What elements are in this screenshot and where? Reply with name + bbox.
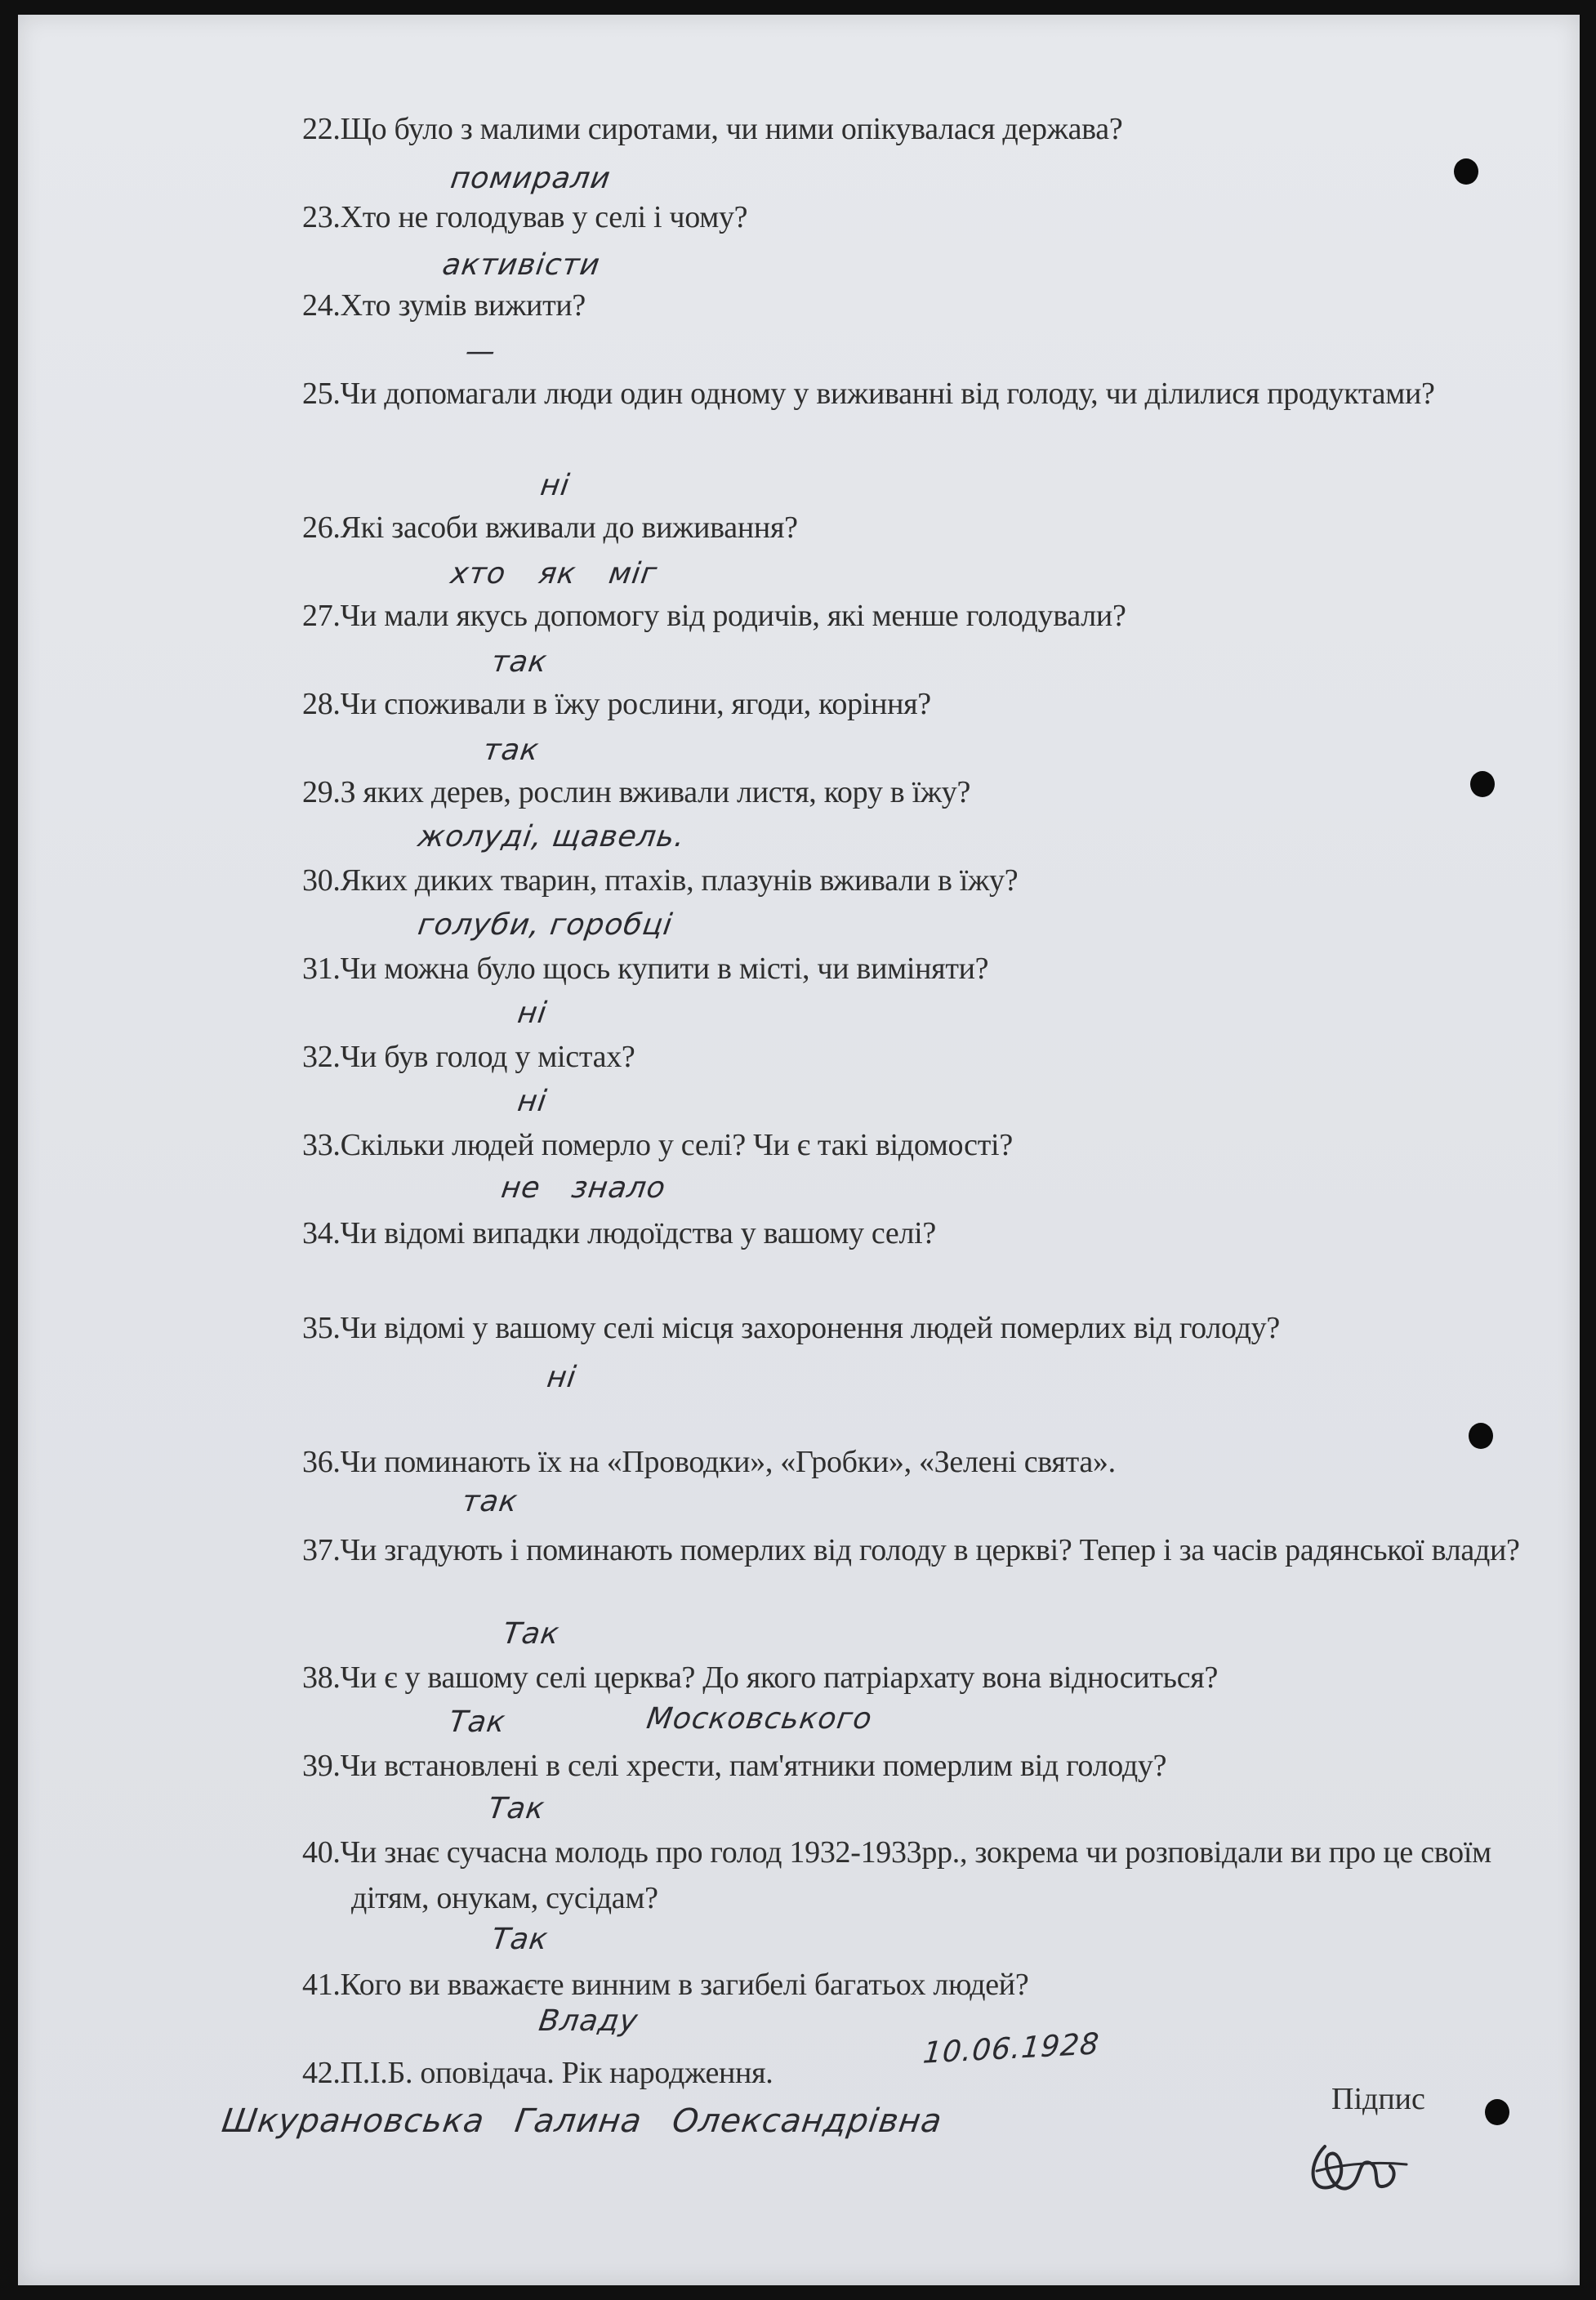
question-31: 31.Чи можна було щось купити в місті, чи виміняти?	[302, 952, 989, 986]
answer-41: Владу	[537, 2004, 640, 2038]
answer-40: Так	[489, 1923, 551, 1956]
answer-24: —	[463, 335, 498, 368]
answer-22: помирали	[448, 162, 613, 195]
question-40: 40.Чи знає сучасна молодь про голод 1932-1933рр., зокрема чи розповідали ви про це своїм дітям, онукам, сусідам?	[302, 1835, 1491, 1915]
signature-mark	[1292, 2114, 1415, 2212]
answer-33: не знало	[499, 1171, 668, 1205]
answer-25: ні	[538, 469, 573, 502]
question-32: 32.Чи був голод у містах?	[302, 1040, 635, 1074]
question-34: 34.Чи відомі випадки людоїдства у вашому селі?	[302, 1216, 936, 1250]
question-22: 22.Що було з малими сиротами, чи ними опікувалася держава?	[302, 112, 1123, 146]
question-37: 37.Чи згадують і поминають померлих від голоду в церкві? Тепер і за часів радянської влади?	[302, 1533, 1520, 1567]
answer-32: ні	[515, 1085, 550, 1118]
answer-23: активісти	[440, 248, 603, 282]
answer-39: Так	[486, 1792, 547, 1825]
question-42: 42.П.І.Б. оповідача. Рік народження.	[302, 2056, 773, 2090]
question-30: 30.Яких диких тварин, птахів, плазунів вживали в їжу?	[302, 863, 1019, 898]
answer-29: жолуді, щавель.	[416, 820, 688, 854]
punch-hole-bottom	[1485, 2099, 1509, 2125]
question-35: 35.Чи відомі у вашому селі місця захоронення людей померлих від голоду?	[302, 1311, 1280, 1345]
answer-35: ні	[545, 1361, 579, 1394]
question-24: 24.Хто зумів вижити?	[302, 288, 586, 323]
question-25: 25.Чи допомагали люди один одному у виживанні від голоду, чи ділилися продуктами?	[302, 377, 1435, 411]
question-29: 29.З яких дерев, рослин вживали листя, кору в їжу?	[302, 775, 971, 809]
question-23: 23.Хто не голодував у селі і чому?	[302, 200, 748, 234]
answer-42-birth-date: 10.06.1928	[921, 2027, 1101, 2070]
answer-37: Так	[501, 1617, 562, 1651]
answer-27: так	[489, 645, 550, 679]
answer-26: хто як міг	[448, 557, 660, 591]
answer-30: голуби, горобці	[416, 908, 675, 942]
answer-36: так	[460, 1485, 520, 1518]
question-41: 41.Кого ви вважаєте винним в загибелі багатьох людей?	[302, 1968, 1029, 2002]
question-33: 33.Скільки людей померло у селі? Чи є такі відомості?	[302, 1128, 1013, 1162]
answer-31: ні	[515, 996, 550, 1030]
question-38: 38.Чи є у вашому селі церква? До якого патріархату вона відноситься?	[302, 1660, 1219, 1695]
document-page	[18, 15, 1580, 2285]
answer-28: так	[481, 733, 542, 767]
question-26: 26.Які засоби вживали до виживання?	[302, 510, 798, 545]
question-39: 39.Чи встановлені в селі хрести, пам'ятники померлим від голоду?	[302, 1749, 1167, 1783]
punch-hole-top	[1454, 158, 1478, 185]
question-27: 27.Чи мали якусь допомогу від родичів, які менше голодували?	[302, 599, 1126, 633]
narrator-name: Шкурановська Галина Олександрівна	[219, 2102, 945, 2140]
question-28: 28.Чи споживали в їжу рослини, ягоди, коріння?	[302, 687, 931, 721]
signature-label: Підпис	[1331, 2082, 1425, 2116]
answer-38-patriarchate: Московського	[644, 1702, 875, 1736]
answer-38: Так	[447, 1705, 508, 1739]
question-36: 36.Чи поминають їх на «Проводки», «Гробки», «Зелені свята».	[302, 1445, 1116, 1479]
